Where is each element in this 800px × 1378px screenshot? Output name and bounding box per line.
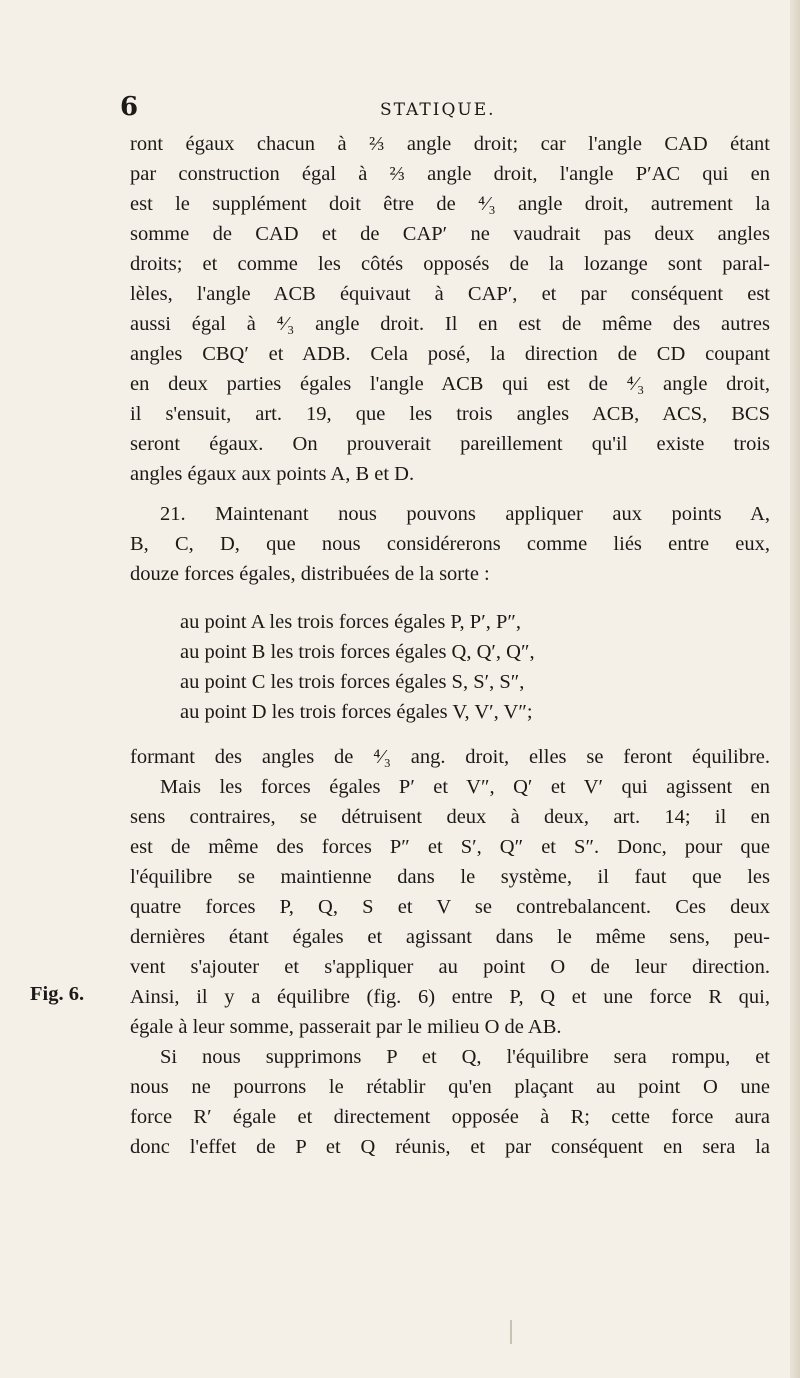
text-line: est de même des forces P″ et S′, Q″ et S″. Donc, pour que: [130, 836, 770, 858]
page-number: 6: [120, 92, 139, 122]
text-line: angles égaux aux points A, B et D.: [130, 463, 415, 485]
text-line: B, C, D, que nous considérerons comme liés entre eux,: [130, 533, 770, 555]
figure-reference: Fig. 6.: [30, 983, 85, 1005]
page-edge: [790, 0, 800, 1378]
force-list-item: au point B les trois forces égales Q, Q′, Q″,: [180, 641, 535, 663]
text-line: ront égaux chacun à ⅔ angle droit; car l'angle CAD étant: [130, 133, 770, 155]
text-line: droits; et comme les côtés opposés de la lozange sont paral-: [130, 253, 770, 275]
text-line: dernières étant égales et agissant dans le même sens, peu-: [130, 926, 770, 948]
section-start: 21. Maintenant nous pouvons appliquer aux points A,: [160, 503, 770, 525]
text-line: nous ne pourrons le rétablir qu'en plaçant au point O une: [130, 1076, 770, 1098]
text-line: Mais les forces égales P′ et V″, Q′ et V′ qui agissent en: [160, 776, 770, 798]
text-line: force R′ égale et directement opposée à R; cette force aura: [130, 1106, 770, 1128]
text-line: angles CBQ′ et ADB. Cela posé, la direction de CD coupant: [130, 343, 770, 365]
text-line: lèles, l'angle ACB équivaut à CAP′, et par conséquent est: [130, 283, 770, 305]
text-line: seront égaux. On prouverait pareillement qu'il existe trois: [130, 433, 770, 455]
text-line: sens contraires, se détruisent deux à deux, art. 14; il en: [130, 806, 770, 828]
text-line: somme de CAD et de CAP′ ne vaudrait pas deux angles: [130, 223, 770, 245]
text-line: formant des angles de ⁴⁄₃ ang. droit, elles se feront équilibre.: [130, 746, 770, 768]
text-line: Si nous supprimons P et Q, l'équilibre sera rompu, et: [160, 1046, 770, 1068]
text-line: l'équilibre se maintienne dans le système, il faut que les: [130, 866, 770, 888]
force-list-item: au point D les trois forces égales V, V′, V″;: [180, 701, 533, 723]
running-head: STATIQUE.: [380, 100, 496, 120]
paper-mark: [510, 1320, 512, 1344]
text-line: donc l'effet de P et Q réunis, et par conséquent en sera la: [130, 1136, 770, 1158]
text-line: il s'ensuit, art. 19, que les trois angles ACB, ACS, BCS: [130, 403, 770, 425]
text-line: Ainsi, il y a équilibre (fig. 6) entre P, Q et une force R qui,: [130, 986, 770, 1008]
force-list-item: au point A les trois forces égales P, P′, P″,: [180, 611, 522, 633]
text-line: est le supplément doit être de ⁴⁄₃ angle droit, autrement la: [130, 193, 770, 215]
text-line: en deux parties égales l'angle ACB qui est de ⁴⁄₃ angle droit,: [130, 373, 770, 395]
text-line: par construction égal à ⅔ angle droit, l'angle P′AC qui en: [130, 163, 770, 185]
page-header: [120, 92, 760, 132]
text-line: quatre forces P, Q, S et V se contrebalancent. Ces deux: [130, 896, 770, 918]
text-line: vent s'ajouter et s'appliquer au point O de leur direction.: [130, 956, 770, 978]
text-line: égale à leur somme, passerait par le milieu O de AB.: [130, 1016, 562, 1038]
text-line: aussi égal à ⁴⁄₃ angle droit. Il en est de même des autres: [130, 313, 770, 335]
force-list-item: au point C les trois forces égales S, S′, S″,: [180, 671, 525, 693]
text-line: douze forces égales, distribuées de la sorte :: [130, 563, 490, 585]
